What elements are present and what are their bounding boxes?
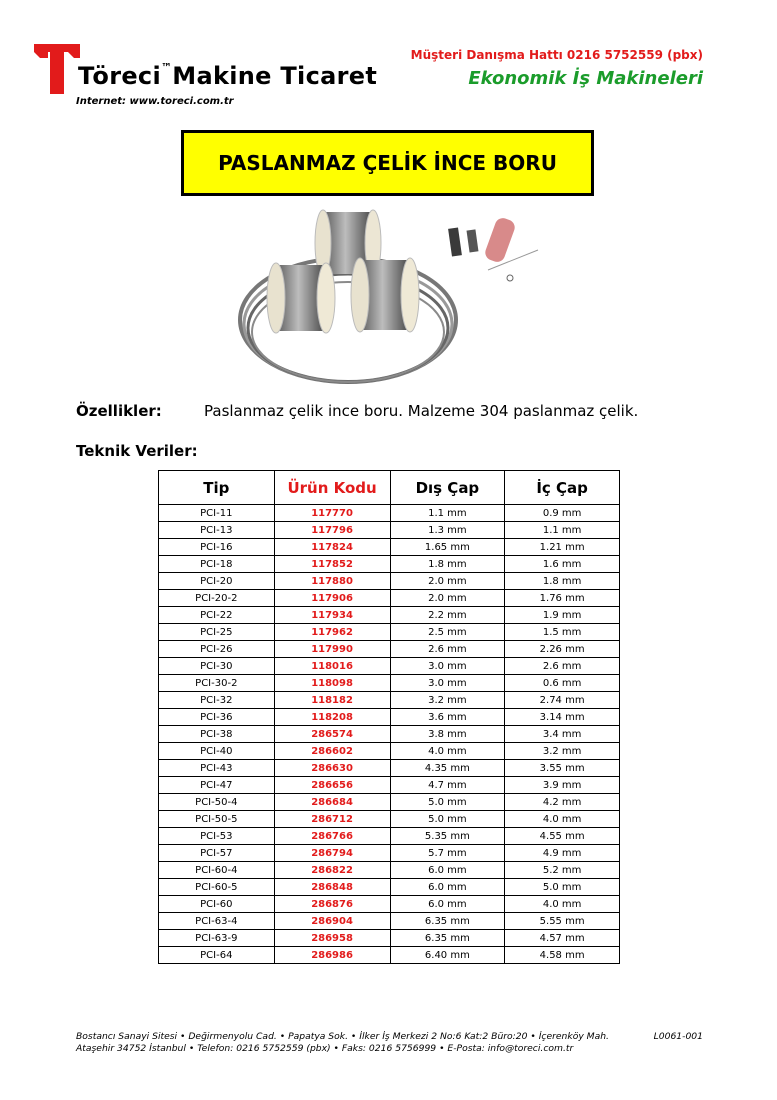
product-title: PASLANMAZ ÇELİK İNCE BORU [181, 130, 594, 196]
cell-product-code: 118208 [274, 709, 390, 726]
table-row [159, 539, 620, 556]
footer-line-1: Bostancı Sanayi Sitesi • Değirmenyolu Cad. • Papatya Sok. • İlker İş Merkezi 2 No:6 Kat:2 Büro:20 • İçerenköy Mah. [76, 1031, 609, 1042]
cell-type: PCI-20 [159, 573, 275, 590]
table-row [159, 760, 620, 777]
table-row [159, 692, 620, 709]
spec-table [158, 470, 620, 964]
cell-type: PCI-47 [159, 777, 275, 794]
cell-product-code: 286848 [274, 879, 390, 896]
cell-outer-diameter: 4.7 mm [390, 777, 505, 794]
cell-product-code: 117962 [274, 624, 390, 641]
table-row [159, 590, 620, 607]
cell-outer-diameter: 5.7 mm [390, 845, 505, 862]
cell-outer-diameter: 3.0 mm [390, 675, 505, 692]
company-logo [34, 44, 80, 94]
cell-inner-diameter: 3.4 mm [505, 726, 620, 743]
website-line: Internet: www.toreci.com.tr [76, 96, 234, 107]
cell-inner-diameter: 4.55 mm [505, 828, 620, 845]
table-row [159, 709, 620, 726]
features-label: Özellikler: [76, 402, 162, 420]
cell-type: PCI-60-5 [159, 879, 275, 896]
cell-outer-diameter: 2.0 mm [390, 573, 505, 590]
cell-type: PCI-16 [159, 539, 275, 556]
table-row [159, 556, 620, 573]
cell-product-code: 286574 [274, 726, 390, 743]
table-row [159, 896, 620, 913]
cell-outer-diameter: 1.65 mm [390, 539, 505, 556]
header-product-code: Ürün Kodu [274, 471, 390, 505]
cell-product-code: 117796 [274, 522, 390, 539]
cell-inner-diameter: 4.9 mm [505, 845, 620, 862]
cell-outer-diameter: 5.0 mm [390, 811, 505, 828]
cell-type: PCI-38 [159, 726, 275, 743]
footer-address [76, 1031, 609, 1055]
cell-type: PCI-63-9 [159, 930, 275, 947]
table-row [159, 794, 620, 811]
cell-product-code: 118182 [274, 692, 390, 709]
cell-inner-diameter: 1.8 mm [505, 573, 620, 590]
cell-product-code: 286986 [274, 947, 390, 964]
cell-product-code: 117852 [274, 556, 390, 573]
cell-product-code: 286712 [274, 811, 390, 828]
cell-product-code: 286602 [274, 743, 390, 760]
cell-product-code: 118098 [274, 675, 390, 692]
table-row [159, 607, 620, 624]
cell-outer-diameter: 6.40 mm [390, 947, 505, 964]
header-outer-diameter: Dış Çap [390, 471, 505, 505]
table-row [159, 573, 620, 590]
table-row [159, 522, 620, 539]
cell-type: PCI-50-5 [159, 811, 275, 828]
table-row [159, 641, 620, 658]
cell-type: PCI-57 [159, 845, 275, 862]
cell-inner-diameter: 2.26 mm [505, 641, 620, 658]
table-header-row [159, 471, 620, 505]
cell-outer-diameter: 1.1 mm [390, 505, 505, 522]
product-photo [228, 200, 548, 390]
cell-outer-diameter: 1.8 mm [390, 556, 505, 573]
cell-type: PCI-64 [159, 947, 275, 964]
cell-outer-diameter: 2.2 mm [390, 607, 505, 624]
table-row [159, 862, 620, 879]
cell-type: PCI-11 [159, 505, 275, 522]
cell-product-code: 117880 [274, 573, 390, 590]
cell-outer-diameter: 6.0 mm [390, 862, 505, 879]
document-number: L0061-001 [653, 1031, 703, 1042]
cell-outer-diameter: 5.0 mm [390, 794, 505, 811]
cell-inner-diameter: 1.6 mm [505, 556, 620, 573]
cell-inner-diameter: 1.9 mm [505, 607, 620, 624]
cell-inner-diameter: 4.57 mm [505, 930, 620, 947]
cell-type: PCI-25 [159, 624, 275, 641]
cell-product-code: 286958 [274, 930, 390, 947]
cell-product-code: 286822 [274, 862, 390, 879]
company-slogan: Ekonomik İş Makineleri [468, 68, 703, 89]
cell-inner-diameter: 3.9 mm [505, 777, 620, 794]
cell-product-code: 286656 [274, 777, 390, 794]
table-row [159, 743, 620, 760]
cell-inner-diameter: 1.21 mm [505, 539, 620, 556]
cell-type: PCI-30 [159, 658, 275, 675]
cell-type: PCI-22 [159, 607, 275, 624]
table-row [159, 624, 620, 641]
table-row [159, 811, 620, 828]
cell-product-code: 286794 [274, 845, 390, 862]
cell-type: PCI-20-2 [159, 590, 275, 607]
cell-outer-diameter: 6.35 mm [390, 913, 505, 930]
cell-outer-diameter: 2.5 mm [390, 624, 505, 641]
cell-outer-diameter: 1.3 mm [390, 522, 505, 539]
cell-type: PCI-36 [159, 709, 275, 726]
cell-inner-diameter: 4.0 mm [505, 896, 620, 913]
cell-inner-diameter: 3.55 mm [505, 760, 620, 777]
cell-inner-diameter: 5.0 mm [505, 879, 620, 896]
cell-outer-diameter: 4.0 mm [390, 743, 505, 760]
table-row [159, 777, 620, 794]
cell-outer-diameter: 3.8 mm [390, 726, 505, 743]
header-type: Tip [159, 471, 275, 505]
cell-outer-diameter: 5.35 mm [390, 828, 505, 845]
cell-product-code: 117906 [274, 590, 390, 607]
table-row [159, 505, 620, 522]
table-row [159, 947, 620, 964]
table-body [159, 505, 620, 964]
cell-inner-diameter: 5.2 mm [505, 862, 620, 879]
cell-inner-diameter: 4.2 mm [505, 794, 620, 811]
cell-type: PCI-60-4 [159, 862, 275, 879]
cell-outer-diameter: 6.0 mm [390, 896, 505, 913]
cell-type: PCI-40 [159, 743, 275, 760]
cell-inner-diameter: 3.14 mm [505, 709, 620, 726]
cell-type: PCI-63-4 [159, 913, 275, 930]
cell-product-code: 286630 [274, 760, 390, 777]
cell-outer-diameter: 2.6 mm [390, 641, 505, 658]
cell-outer-diameter: 3.6 mm [390, 709, 505, 726]
cell-inner-diameter: 2.74 mm [505, 692, 620, 709]
cell-outer-diameter: 2.0 mm [390, 590, 505, 607]
cell-inner-diameter: 4.0 mm [505, 811, 620, 828]
features-text: Paslanmaz çelik ince boru. Malzeme 304 paslanmaz çelik. [204, 402, 639, 420]
cell-type: PCI-18 [159, 556, 275, 573]
table-row [159, 845, 620, 862]
cell-type: PCI-50-4 [159, 794, 275, 811]
table-row [159, 726, 620, 743]
cell-product-code: 286904 [274, 913, 390, 930]
cell-outer-diameter: 4.35 mm [390, 760, 505, 777]
cell-product-code: 117990 [274, 641, 390, 658]
cell-outer-diameter: 6.35 mm [390, 930, 505, 947]
cell-outer-diameter: 3.2 mm [390, 692, 505, 709]
cell-inner-diameter: 1.76 mm [505, 590, 620, 607]
cell-product-code: 286684 [274, 794, 390, 811]
footer-line-2: Ataşehir 34752 İstanbul • Telefon: 0216 5752559 (pbx) • Faks: 0216 5756999 • E-Posta: info@toreci.com.tr [76, 1043, 574, 1054]
header-inner-diameter: İç Çap [505, 471, 620, 505]
table-row [159, 879, 620, 896]
cell-inner-diameter: 3.2 mm [505, 743, 620, 760]
cell-product-code: 117824 [274, 539, 390, 556]
cell-inner-diameter: 1.5 mm [505, 624, 620, 641]
cell-inner-diameter: 0.9 mm [505, 505, 620, 522]
table-row [159, 675, 620, 692]
cell-product-code: 286766 [274, 828, 390, 845]
customer-hotline: Müşteri Danışma Hattı 0216 5752559 (pbx) [410, 48, 703, 62]
cell-type: PCI-53 [159, 828, 275, 845]
table-row [159, 828, 620, 845]
cell-product-code: 117770 [274, 505, 390, 522]
cell-type: PCI-60 [159, 896, 275, 913]
brand-name: Töreci™Makine Ticaret [78, 61, 378, 90]
table-row [159, 913, 620, 930]
cell-type: PCI-43 [159, 760, 275, 777]
cell-inner-diameter: 1.1 mm [505, 522, 620, 539]
technical-data-label: Teknik Veriler: [76, 442, 198, 460]
table-row [159, 930, 620, 947]
cell-product-code: 117934 [274, 607, 390, 624]
cell-outer-diameter: 3.0 mm [390, 658, 505, 675]
cell-inner-diameter: 4.58 mm [505, 947, 620, 964]
cell-type: PCI-32 [159, 692, 275, 709]
cell-outer-diameter: 6.0 mm [390, 879, 505, 896]
cell-type: PCI-30-2 [159, 675, 275, 692]
cell-product-code: 286876 [274, 896, 390, 913]
cell-inner-diameter: 2.6 mm [505, 658, 620, 675]
cell-inner-diameter: 5.55 mm [505, 913, 620, 930]
cell-type: PCI-26 [159, 641, 275, 658]
cell-inner-diameter: 0.6 mm [505, 675, 620, 692]
cell-type: PCI-13 [159, 522, 275, 539]
cell-product-code: 118016 [274, 658, 390, 675]
table-row [159, 658, 620, 675]
